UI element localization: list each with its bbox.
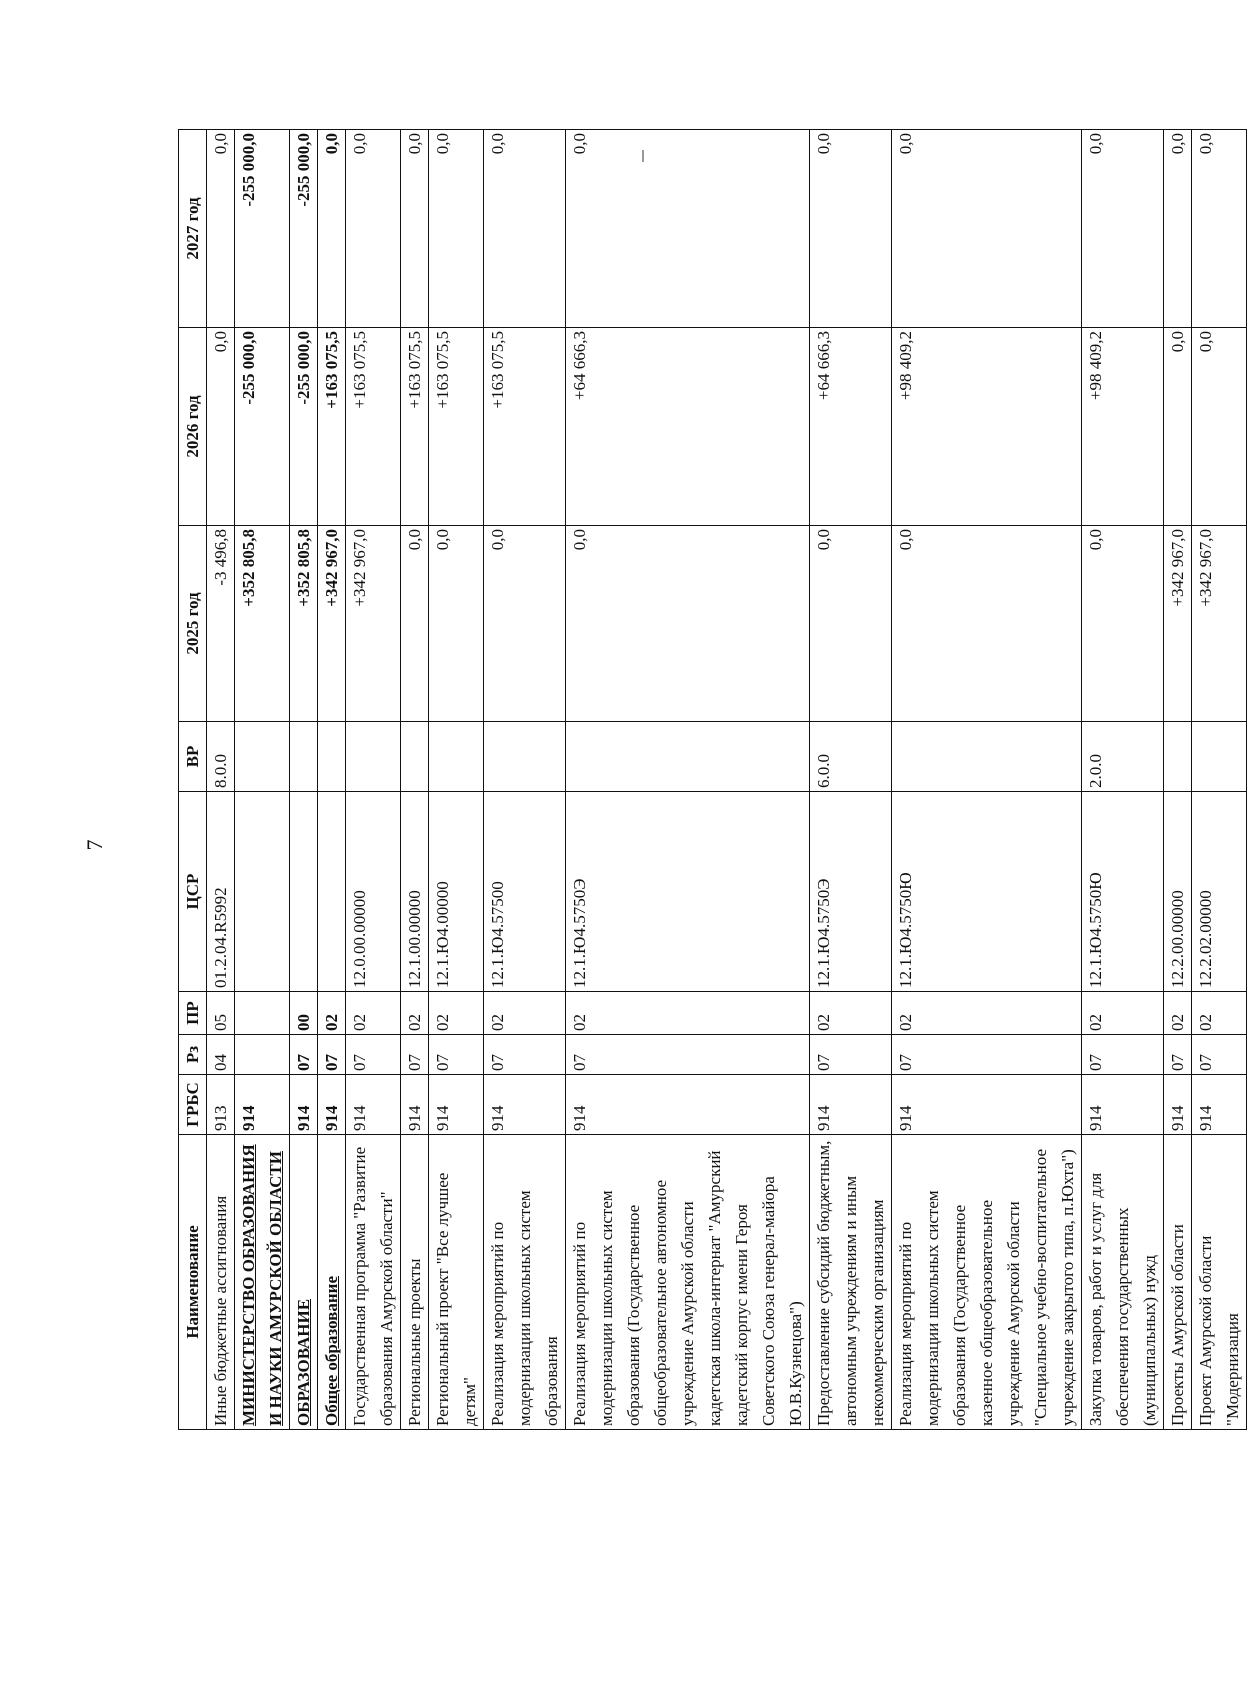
cell-rz: 07 xyxy=(429,1035,484,1075)
table-row xyxy=(290,130,318,1430)
cell-y2027: 0,0 xyxy=(566,130,810,328)
cell-csr: 12.1.00.00000 xyxy=(401,792,429,992)
table-row xyxy=(810,130,892,1430)
table-row xyxy=(1192,130,1247,1430)
cell-pr xyxy=(235,992,290,1035)
cell-grbs: 914 xyxy=(566,1075,810,1135)
cell-y2026: +64 666,3 xyxy=(566,328,810,526)
cell-name: Иные бюджетные ассигнования xyxy=(207,1135,235,1430)
cell-y2027: 0,0 xyxy=(1192,130,1247,328)
cell-csr: 12.2.02.00000 xyxy=(1192,792,1247,992)
cell-y2025: +352 805,8 xyxy=(290,526,318,722)
cell-rz: 07 xyxy=(401,1035,429,1075)
cell-pr: 00 xyxy=(290,992,318,1035)
cell-y2027: 0,0 xyxy=(318,130,346,328)
cell-y2026: +64 666,3 xyxy=(810,328,892,526)
table-row xyxy=(346,130,401,1430)
cell-grbs: 914 xyxy=(290,1075,318,1135)
cell-rz: 07 xyxy=(346,1035,401,1075)
cell-y2026: +163 075,5 xyxy=(429,328,484,526)
cell-y2026: -255 000,0 xyxy=(235,328,290,526)
cell-vr: 6.0.0 xyxy=(810,722,892,792)
cell-grbs: 913 xyxy=(207,1075,235,1135)
cell-pr: 05 xyxy=(207,992,235,1035)
cell-grbs: 914 xyxy=(810,1075,892,1135)
cell-y2025: 0,0 xyxy=(1082,526,1164,722)
cell-csr xyxy=(235,792,290,992)
cell-y2027: 0,0 xyxy=(401,130,429,328)
table-row xyxy=(318,130,346,1430)
cell-y2025: 0,0 xyxy=(484,526,566,722)
cell-csr xyxy=(290,792,318,992)
cell-grbs: 914 xyxy=(1192,1075,1247,1135)
cell-pr: 02 xyxy=(484,992,566,1035)
table-row xyxy=(429,130,484,1430)
cell-y2025: 0,0 xyxy=(810,526,892,722)
cell-rz: 07 xyxy=(1082,1035,1164,1075)
cell-name: Проект Амурской области "Модернизация xyxy=(1192,1135,1247,1430)
cell-y2025: +352 805,8 xyxy=(235,526,290,722)
cell-y2025: +342 967,0 xyxy=(1192,526,1247,722)
cell-rz: 07 xyxy=(318,1035,346,1075)
cell-csr: 12.1.Ю4.5750Ю xyxy=(1082,792,1164,992)
cell-y2027: 0,0 xyxy=(810,130,892,328)
cell-vr xyxy=(318,722,346,792)
cell-y2026: 0,0 xyxy=(1192,328,1247,526)
cell-rz: 04 xyxy=(207,1035,235,1075)
cell-rz: 07 xyxy=(290,1035,318,1075)
cell-grbs: 914 xyxy=(484,1075,566,1135)
header-vr: ВР xyxy=(179,722,207,792)
table-row xyxy=(235,130,290,1430)
header-pr: ПР xyxy=(179,992,207,1035)
header-2025: 2025 год xyxy=(179,526,207,722)
cell-name: Предоставление субсидий бюджетным, автономным учреждениям и иным некоммерческим организациям xyxy=(810,1135,892,1430)
cell-name: ОБРАЗОВАНИЕ xyxy=(290,1135,318,1430)
cell-y2027: 0,0 xyxy=(1164,130,1192,328)
cell-y2025: +342 967,0 xyxy=(1164,526,1192,722)
cell-y2027: 0,0 xyxy=(484,130,566,328)
cell-name: Закупка товаров, работ и услуг для обеспечения государственных (муниципальных) нужд xyxy=(1082,1135,1164,1430)
cell-y2027: -255 000,0 xyxy=(290,130,318,328)
cell-y2027: 0,0 xyxy=(346,130,401,328)
cell-vr xyxy=(1192,722,1247,792)
cell-y2027: 0,0 xyxy=(429,130,484,328)
cell-y2027: 0,0 xyxy=(207,130,235,328)
header-rz: Рз xyxy=(179,1035,207,1075)
table-header-row xyxy=(179,130,207,1430)
header-csr: ЦСР xyxy=(179,792,207,992)
cell-y2026: +163 075,5 xyxy=(346,328,401,526)
cell-csr: 12.1.Ю4.00000 xyxy=(429,792,484,992)
header-name: Наименование xyxy=(179,1135,207,1430)
cell-vr xyxy=(235,722,290,792)
cell-vr: 8.0.0 xyxy=(207,722,235,792)
table-row xyxy=(207,130,235,1430)
cell-pr: 02 xyxy=(892,992,1082,1035)
cell-pr: 02 xyxy=(1164,992,1192,1035)
rotated-table-container xyxy=(178,130,1242,1430)
cell-y2025: +342 967,0 xyxy=(346,526,401,722)
cell-grbs: 914 xyxy=(401,1075,429,1135)
cell-vr xyxy=(1164,722,1192,792)
cell-csr xyxy=(318,792,346,992)
cell-csr: 12.1.Ю4.5750Ю xyxy=(892,792,1082,992)
cell-name: Реализация мероприятий по модернизации школьных систем образования (Государственное общеобразовательное автономное учреждение Амурской области кадетская школа-интернат "Амурский кадетский корпус имени Героя Советского Союза генерал-майора Ю.В.Кузнецова") xyxy=(566,1135,810,1430)
table-row xyxy=(1082,130,1164,1430)
cell-rz xyxy=(235,1035,290,1075)
cell-csr: 12.0.00.00000 xyxy=(346,792,401,992)
cell-rz: 07 xyxy=(1164,1035,1192,1075)
cell-vr xyxy=(290,722,318,792)
cell-grbs: 914 xyxy=(318,1075,346,1135)
cell-y2025: +342 967,0 xyxy=(318,526,346,722)
cell-pr: 02 xyxy=(318,992,346,1035)
header-grbs: ГРБС xyxy=(179,1075,207,1135)
cell-rz: 07 xyxy=(1192,1035,1247,1075)
cell-rz: 07 xyxy=(484,1035,566,1075)
cell-vr xyxy=(429,722,484,792)
cell-y2025: 0,0 xyxy=(401,526,429,722)
cell-name: Общее образование xyxy=(318,1135,346,1430)
cell-y2025: 0,0 xyxy=(566,526,810,722)
cell-grbs: 914 xyxy=(892,1075,1082,1135)
cell-y2026: +163 075,5 xyxy=(484,328,566,526)
table-row xyxy=(484,130,566,1430)
cell-rz: 07 xyxy=(810,1035,892,1075)
budget-table xyxy=(178,129,1247,1430)
table-row xyxy=(566,130,810,1430)
table-row xyxy=(892,130,1082,1430)
cell-name: Реализация мероприятий по модернизации школьных систем образования xyxy=(484,1135,566,1430)
cell-y2027: -255 000,0 xyxy=(235,130,290,328)
cell-csr: 12.1.Ю4.5750Э xyxy=(810,792,892,992)
cell-pr: 02 xyxy=(1082,992,1164,1035)
header-2027: 2027 год xyxy=(179,130,207,328)
cell-grbs: 914 xyxy=(1082,1075,1164,1135)
cell-csr: 12.1.Ю4.57500 xyxy=(484,792,566,992)
cell-grbs: 914 xyxy=(1164,1075,1192,1135)
cell-vr xyxy=(346,722,401,792)
cell-grbs: 914 xyxy=(346,1075,401,1135)
cell-name: МИНИСТЕРСТВО ОБРАЗОВАНИЯ И НАУКИ АМУРСКОЙ ОБЛАСТИ xyxy=(235,1135,290,1430)
cell-y2026: +163 075,5 xyxy=(318,328,346,526)
cell-vr xyxy=(566,722,810,792)
cell-vr xyxy=(484,722,566,792)
cell-pr: 02 xyxy=(429,992,484,1035)
cell-y2025: 0,0 xyxy=(429,526,484,722)
table-row xyxy=(1164,130,1192,1430)
header-2026: 2026 год xyxy=(179,328,207,526)
cell-pr: 02 xyxy=(810,992,892,1035)
cell-pr: 02 xyxy=(1192,992,1247,1035)
cell-vr xyxy=(892,722,1082,792)
cell-y2026: +163 075,5 xyxy=(401,328,429,526)
cell-y2027: 0,0 xyxy=(892,130,1082,328)
cell-csr: 12.2.00.00000 xyxy=(1164,792,1192,992)
cell-vr xyxy=(401,722,429,792)
cell-name: Государственная программа "Развитие образования Амурской области" xyxy=(346,1135,401,1430)
cell-y2027: 0,0 xyxy=(1082,130,1164,328)
cell-y2026: +98 409,2 xyxy=(1082,328,1164,526)
page-number: 7 xyxy=(82,839,107,851)
cell-vr: 2.0.0 xyxy=(1082,722,1164,792)
cell-rz: 07 xyxy=(566,1035,810,1075)
table-body xyxy=(207,130,1247,1430)
cell-name: Реализация мероприятий по модернизации школьных систем образования (Государственное казенное общеобразовательное учреждение Амурской области "Специальное учебно-воспитательное учреждение закрытого типа, п.Юхта") xyxy=(892,1135,1082,1430)
cell-y2026: 0,0 xyxy=(1164,328,1192,526)
cell-csr: 01.2.04.R5992 xyxy=(207,792,235,992)
cell-y2025: -3 496,8 xyxy=(207,526,235,722)
cell-name: Проекты Амурской области xyxy=(1164,1135,1192,1430)
cell-csr: 12.1.Ю4.5750Э xyxy=(566,792,810,992)
cell-grbs: 914 xyxy=(235,1075,290,1135)
cell-y2026: -255 000,0 xyxy=(290,328,318,526)
cell-pr: 02 xyxy=(346,992,401,1035)
cell-y2026: +98 409,2 xyxy=(892,328,1082,526)
cell-grbs: 914 xyxy=(429,1075,484,1135)
cell-pr: 02 xyxy=(401,992,429,1035)
cell-name: Региональные проекты xyxy=(401,1135,429,1430)
cell-name: Региональный проект "Все лучшее детям" xyxy=(429,1135,484,1430)
cell-y2026: 0,0 xyxy=(207,328,235,526)
table-row xyxy=(401,130,429,1430)
cell-rz: 07 xyxy=(892,1035,1082,1075)
cell-y2025: 0,0 xyxy=(892,526,1082,722)
cell-pr: 02 xyxy=(566,992,810,1035)
